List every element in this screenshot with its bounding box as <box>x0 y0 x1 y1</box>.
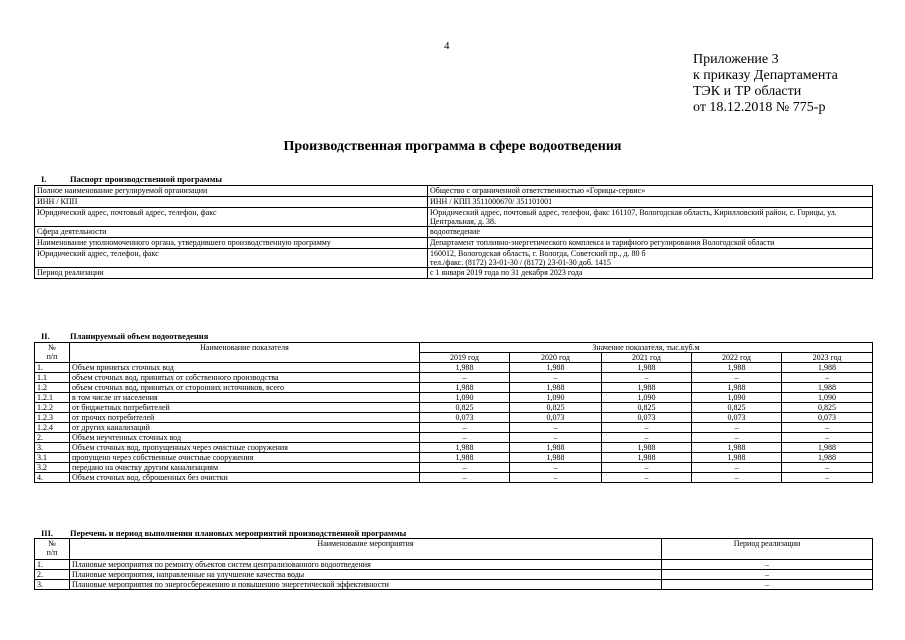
indicator-value: – <box>782 433 873 443</box>
col-number-header: № п/п <box>35 343 70 363</box>
indicator-value: – <box>602 433 692 443</box>
table-row <box>35 197 873 208</box>
year-header: 2020 год <box>510 353 602 363</box>
indicator-value: 1,988 <box>510 363 602 373</box>
indicator-value: 1,090 <box>692 393 782 403</box>
indicator-name: от других канализаций <box>70 423 420 433</box>
indicator-value: – <box>510 423 602 433</box>
table-row <box>35 383 873 393</box>
indicator-value: 1,988 <box>782 363 873 373</box>
passport-label: Наименование уполномоченного органа, утвердившего производственную программу <box>35 238 428 249</box>
indicator-name: Объем принятых сточных вод <box>70 363 420 373</box>
passport-value: Департамент топливно-энергетического комплекса и тарифного регулирования Вологодской области <box>428 238 873 249</box>
indicator-value: 0,825 <box>602 403 692 413</box>
table-row <box>35 249 873 268</box>
passport-value: ИНН / КПП 3511000670/ 351101001 <box>428 197 873 208</box>
table-row <box>35 580 873 590</box>
page-number: 4 <box>444 40 450 52</box>
indicator-value: – <box>782 463 873 473</box>
table-row <box>35 186 873 197</box>
col-value-header: Значение показателя, тыс.куб.м <box>420 343 873 353</box>
indicator-value: – <box>692 473 782 483</box>
indicator-value: 0,825 <box>420 403 510 413</box>
row-number: 1.2.2 <box>35 403 70 413</box>
appendix-line-3: ТЭК и ТР области <box>693 84 802 99</box>
indicator-value: 1,988 <box>420 383 510 393</box>
row-number: 1.1 <box>35 373 70 383</box>
section-3-title: Перечень и период выполнения плановых мероприятий производственной программы <box>70 528 407 538</box>
col-name-header: Наименование показателя <box>70 343 420 363</box>
row-number: 3. <box>35 580 70 590</box>
indicator-value: 0,073 <box>782 413 873 423</box>
indicator-name: объем сточных вод, принятых от собственного производства <box>70 373 420 383</box>
indicator-value: 0,825 <box>692 403 782 413</box>
indicator-value: 1,988 <box>692 443 782 453</box>
indicator-value: – <box>420 423 510 433</box>
passport-label: Юридический адрес, почтовый адрес, телефон, факс <box>35 208 428 227</box>
indicator-value: – <box>602 423 692 433</box>
indicator-value: 1,988 <box>602 363 692 373</box>
indicator-value: 1,988 <box>510 443 602 453</box>
year-header: 2023 год <box>782 353 873 363</box>
passport-value: с 1 января 2019 года по 31 декабря 2023 года <box>428 268 873 279</box>
table-row <box>35 560 873 570</box>
year-header: 2019 год <box>420 353 510 363</box>
row-number: 1.2.3 <box>35 413 70 423</box>
indicator-value: 1,988 <box>782 443 873 453</box>
table-row <box>35 423 873 433</box>
indicator-value: – <box>782 473 873 483</box>
passport-table <box>34 185 873 279</box>
indicator-value: – <box>782 373 873 383</box>
year-header: 2022 год <box>692 353 782 363</box>
measure-period: – <box>662 580 873 590</box>
table-row <box>35 208 873 227</box>
passport-label: Полное наименование регулируемой организации <box>35 186 428 197</box>
indicator-name: Объем сточных вод, сброшенных без очистки <box>70 473 420 483</box>
section-1-title: Паспорт производственной программы <box>70 174 223 184</box>
indicator-value: 1,988 <box>602 443 692 453</box>
indicator-name: от прочих потребителей <box>70 413 420 423</box>
col-number-header: № п/п <box>35 539 70 560</box>
measure-period: – <box>662 570 873 580</box>
table-row <box>35 433 873 443</box>
indicator-name: в том числе от населения <box>70 393 420 403</box>
section-3-number: III. <box>41 528 54 538</box>
row-number: 1.2 <box>35 383 70 393</box>
row-number: 2. <box>35 433 70 443</box>
indicator-name: Объем сточных вод, пропущенных через очистные сооружения <box>70 443 420 453</box>
passport-label: Сфера деятельности <box>35 227 428 238</box>
col-period-header: Период реализации <box>662 539 873 560</box>
table-row <box>35 413 873 423</box>
section-1-heading <box>34 174 222 184</box>
indicator-value: 0,825 <box>782 403 873 413</box>
row-number: 3. <box>35 443 70 453</box>
appendix-line-4: от 18.12.2018 № 775-р <box>693 100 826 115</box>
measures-table <box>34 538 873 590</box>
indicator-value: – <box>420 433 510 443</box>
indicator-value: 1,988 <box>602 383 692 393</box>
passport-label: Юридический адрес, телефон, факс <box>35 249 428 268</box>
row-number: 2. <box>35 570 70 580</box>
indicator-value: 1,988 <box>602 453 692 463</box>
measure-name: Плановые мероприятия по ремонту объектов систем централизованного водоотведения <box>70 560 662 570</box>
indicator-value: 0,073 <box>692 413 782 423</box>
section-3-heading <box>34 528 406 538</box>
appendix-note <box>693 52 838 116</box>
indicator-value: 0,073 <box>510 413 602 423</box>
indicator-value: – <box>692 463 782 473</box>
indicator-value: – <box>510 433 602 443</box>
table-row <box>35 403 873 413</box>
indicator-value: 1,090 <box>782 393 873 403</box>
indicator-value: 1,988 <box>692 363 782 373</box>
document-title: Производственная программа в сфере водоотведения <box>283 139 622 154</box>
table-row <box>35 238 873 249</box>
indicator-value: – <box>420 463 510 473</box>
row-number: 1. <box>35 363 70 373</box>
section-2-title: Планируемый объем водоотведения <box>70 331 209 341</box>
indicator-value: 0,825 <box>510 403 602 413</box>
indicator-value: – <box>420 373 510 383</box>
indicator-value: 1,988 <box>510 453 602 463</box>
row-number: 3.1 <box>35 453 70 463</box>
measure-period: – <box>662 560 873 570</box>
indicator-value: 1,988 <box>692 383 782 393</box>
measure-name: Плановые мероприятия по энергосбережению и повышению энергетической эффективности <box>70 580 662 590</box>
table-row <box>35 268 873 279</box>
indicator-name: Объем неучтенных сточных вод <box>70 433 420 443</box>
passport-label: ИНН / КПП <box>35 197 428 208</box>
passport-value: Общество с ограниченной ответственностью «Горицы-сервис» <box>428 186 873 197</box>
indicator-value: 1,090 <box>602 393 692 403</box>
measure-name: Плановые мероприятия, направленные на улучшение качества воды <box>70 570 662 580</box>
indicator-name: пропущено через собственные очистные сооружения <box>70 453 420 463</box>
table-row <box>35 393 873 403</box>
passport-value: 160012, Вологодская область, г. Вологда, Советский пр., д. 80 б тел./факс. (8172) 23-01-30 / (8172) 23-01-30 доб. 1415 <box>428 249 873 268</box>
section-2-heading <box>34 331 208 341</box>
passport-label: Период реализации <box>35 268 428 279</box>
indicator-value: 1,988 <box>782 453 873 463</box>
table-row <box>35 453 873 463</box>
indicator-value: 1,988 <box>782 383 873 393</box>
indicator-value: – <box>692 423 782 433</box>
table-row <box>35 443 873 453</box>
indicator-value: 1,090 <box>420 393 510 403</box>
indicator-value: – <box>782 423 873 433</box>
indicator-value: – <box>602 373 692 383</box>
indicator-value: 0,073 <box>602 413 692 423</box>
passport-value: водоотведение <box>428 227 873 238</box>
indicator-value: 1,988 <box>420 453 510 463</box>
indicator-value: – <box>602 463 692 473</box>
volume-table <box>34 342 873 483</box>
table-row <box>35 570 873 580</box>
appendix-line-1: Приложение 3 <box>693 52 779 67</box>
col-measure-header: Наименование мероприятия <box>70 539 662 560</box>
table-row <box>35 363 873 373</box>
table-row <box>35 463 873 473</box>
indicator-value: 1,090 <box>510 393 602 403</box>
indicator-value: – <box>510 373 602 383</box>
indicator-value: 1,988 <box>420 363 510 373</box>
indicator-value: – <box>420 473 510 483</box>
indicator-value: 1,988 <box>510 383 602 393</box>
row-number: 4. <box>35 473 70 483</box>
indicator-value: – <box>602 473 692 483</box>
indicator-value: – <box>692 373 782 383</box>
indicator-value: 1,988 <box>692 453 782 463</box>
row-number: 1. <box>35 560 70 570</box>
indicator-name: передано на очистку другим канализациям <box>70 463 420 473</box>
indicator-name: от бюджетных потребителей <box>70 403 420 413</box>
table-row <box>35 373 873 383</box>
indicator-value: – <box>692 433 782 443</box>
table-row <box>35 227 873 238</box>
section-2-number: II. <box>41 331 50 341</box>
indicator-value: – <box>510 473 602 483</box>
appendix-line-2: к приказу Департамента <box>693 68 838 83</box>
indicator-value: – <box>510 463 602 473</box>
indicator-value: 1,988 <box>420 443 510 453</box>
year-header: 2021 год <box>602 353 692 363</box>
row-number: 3.2 <box>35 463 70 473</box>
section-1-number: I. <box>41 174 47 184</box>
row-number: 1.2.1 <box>35 393 70 403</box>
passport-value: Юридический адрес, почтовый адрес, телефон, факс 161107, Вологодская область, Кирилловский район, с. Горицы, ул. Центральная, д. 38. <box>428 208 873 227</box>
row-number: 1.2.4 <box>35 423 70 433</box>
table-row <box>35 473 873 483</box>
indicator-value: 0,073 <box>420 413 510 423</box>
indicator-name: объем сточных вод, принятых от сторонних источников, всего <box>70 383 420 393</box>
